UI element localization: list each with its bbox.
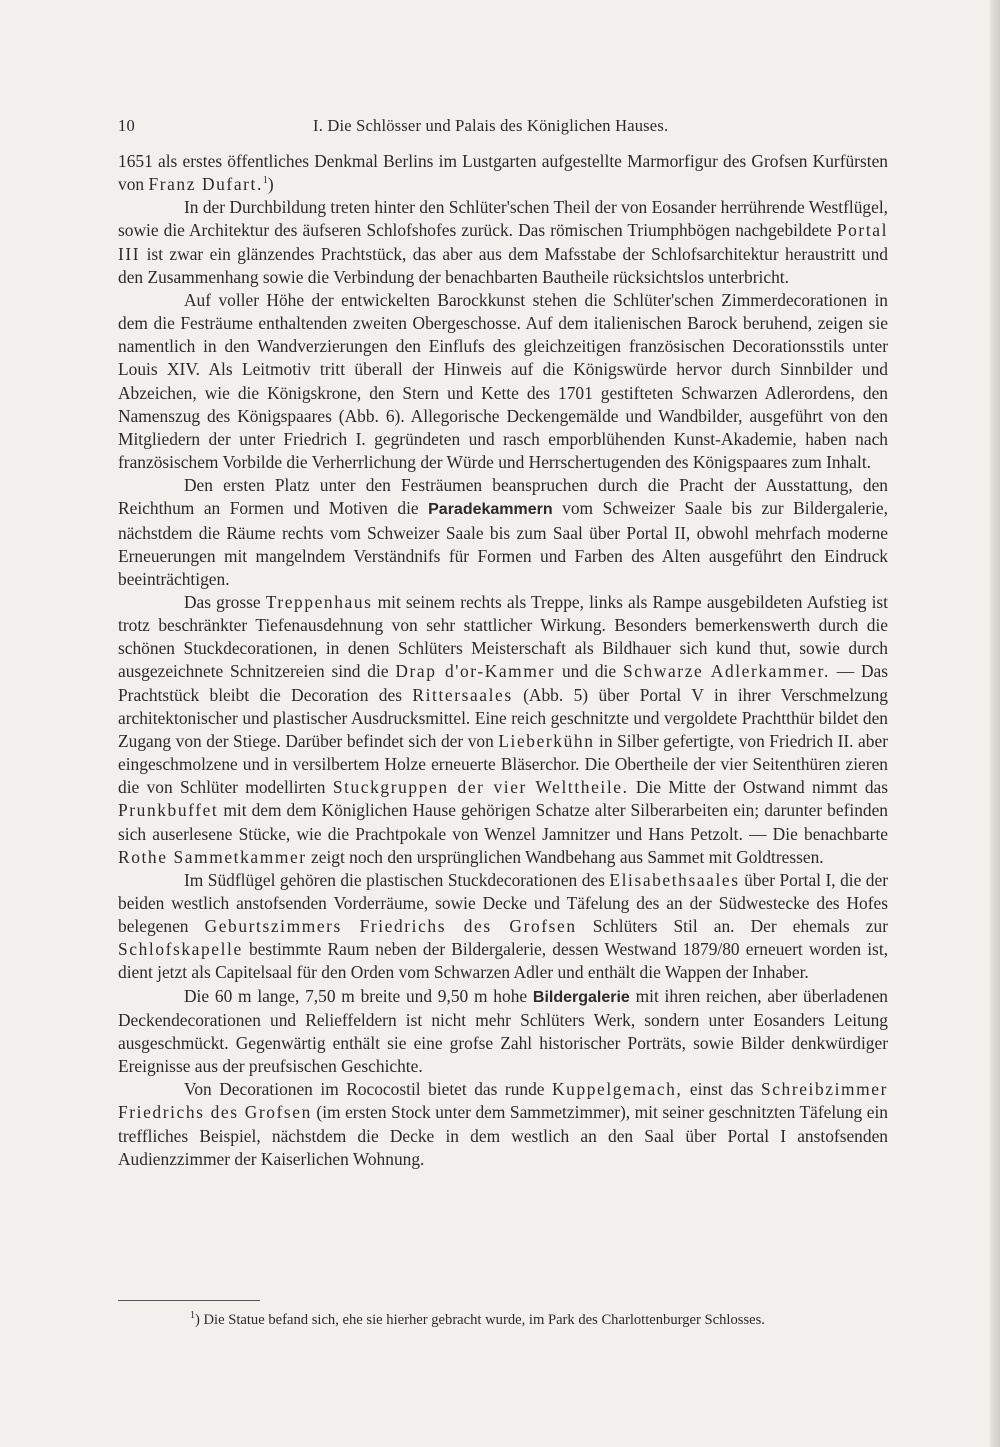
footnote-text: ) Die Statue befand sich, ehe sie hierher gebracht wurde, im Park des Charlottenburger Schlosses. <box>195 1312 765 1328</box>
spaced-term: Prunkbuffet <box>118 800 219 821</box>
spaced-name: Lieberkühn <box>498 730 595 751</box>
paragraph-1: 1651 als erstes öffentliches Denkmal Berlins im Lustgarten aufgestellte Marmorfigur des Grofsen Kurfürsten von Franz Dufart.$^1$) <box>118 151 888 195</box>
spaced-term: Drap d'or-Kammer <box>395 661 556 682</box>
paragraph-2: In der Durchbildung treten hinter den Schlüter'schen Theil der von Eosander herrührende Westflügel, sowie die Architektur des äufseren Schlofshofes zurück. Das römischen Triumphbögen nachgebildete Portal III ist zwar ein glänzendes Prachtstück, das aber aus dem Mafsstabe der Schlofsarchitektur heraustritt und den Zusammenhang sowie die Verbindung der benachbarten Bautheile rücksichtslos unterbricht. <box>118 197 888 287</box>
footnote-marker: 1 <box>190 1310 195 1322</box>
footnote-ref: 1 <box>262 175 268 187</box>
spaced-name: Franz Dufart. <box>148 174 263 195</box>
spaced-term: Portal III <box>118 220 888 264</box>
paragraph-4: Den ersten Platz unter den Festräumen beanspruchen durch die Pracht der Ausstattung, den Reichthum an Formen und Motiven die Paradekammern vom Schweizer Saale bis zur Bildergalerie, nächstdem die Räume rechts vom Schweizer Saale bis zum Saal über Portal II, obwohl mehrfach moderne Erneuerungen mit mangelndem Verständnifs für Formen und Farben des Alten ausgeführt den Eindruck beeinträchtigen. <box>118 475 888 589</box>
page-number: 10 <box>118 116 135 135</box>
bold-term: Paradekammern <box>428 501 553 519</box>
page-edge-shadow <box>990 0 1000 1447</box>
paragraph-5: Das grosse Treppenhaus mit seinem rechts als Treppe, links als Rampe ausgebildeten Aufstieg ist trotz beschränkter Tiefenausdehnung von sehr stattlicher Wirkung. Besonders bemerkenswerth durch die schönen Stuckdecorationen, in denen Schlüters Meisterschaft als Bildhauer sich kund thut, sowie durch ausgezeichnete Schnitzereien sind die Drap d'or-Kammer und die Schwarze Adlerkammer. — Das Prachtstück bleibt die Decoration des Rittersaales (Abb. 5) über Portal V in ihrer Verschmelzung architektonischer und plastischer Ausdrucksmittel. Eine reich geschnitzte und vergoldete Prachtthür bildet den Zugang von der Stiege. Darüber befindet sich der von Lieberkühn in Silber gefertigte, von Friedrich II. aber eingeschmolzene und in versilbertem Holze erneuerte Bläserchor. Die Obertheile der vier Seitenthüren zieren die von Schlüter modellirten Stuckgruppen der vier Welttheile. Die Mitte der Ostwand nimmt das Prunkbuffet mit dem dem Königlichen Hause gehörigen Schatze alter Silberarbeiten ein; darunter befinden sich auserlesene Stücke, wie die Prachtpokale von Wenzel Jamnitzer und Hans Petzolt. — Die benachbarte Rothe Sammetkammer zeigt noch den ursprünglichen Wandbehang aus Sammet mit Goldtressen. <box>118 591 889 867</box>
body-text <box>118 150 888 1171</box>
footnote <box>190 1310 890 1330</box>
spaced-term: Rothe Sammetkammer <box>118 846 307 867</box>
paragraph-7: Die 60 m lange, 7,50 m breite und 9,50 m hohe Bildergalerie mit ihren reichen, aber überladenen Deckendecorationen und Relieffeldern ist nicht mehr Schlüters Werk, sondern unter Eosanders Leitung ausgeschmückt. Gegenwärtig enthält sie eine grofse Zahl historischer Porträts, sowie Bilder denkwürdiger Ereignisse aus der preufsischen Geschichte. <box>118 985 889 1077</box>
bold-term: Bildergalerie <box>532 988 630 1006</box>
spaced-term: Treppenhaus <box>265 591 373 612</box>
spaced-term: Geburtszimmers Friedrichs des Grofsen <box>204 916 577 937</box>
footnote-rule <box>118 1300 260 1301</box>
paragraph-8: Von Decorationen im Rococostil bietet das runde Kuppelgemach, einst das Schreibzimmer Friedrichs des Grofsen (im ersten Stock unter dem Sammetzimmer), mit seiner geschnitzten Täfelung ein treffliches Beispiel, nächstdem die Decke in dem westlich an den Saal über Portal I anstofsenden Audienzzimmer der Kaiserlichen Wohnung. <box>118 1079 888 1169</box>
running-title: I. Die Schlösser und Palais des Königlichen Hauses. <box>313 116 669 135</box>
spaced-term: Rittersaales <box>412 684 513 705</box>
spaced-term: Schlofskapelle <box>118 939 243 960</box>
spaced-term: Schwarze Adlerkammer. <box>622 661 830 682</box>
paragraph-6: Im Südflügel gehören die plastischen Stuckdecorationen des Elisabethsaales über Portal I, die der beiden westlich anstofsenden Vorderräume, sowie Decke und Täfelung des an der Südwestecke des Hofes belegenen Geburtszimmers Friedrichs des Grofsen Schlüters Stil an. Der ehemals zur Schlofskapelle bestimmte Raum neben der Bildergalerie, dessen Westwand 1879/80 erneuert worden ist, dient jetzt als Capitelsaal für den Orden vom Schwarzen Adler und enthält die Wappen der Inhaber. <box>118 869 888 983</box>
spaced-term: Elisabethsaales <box>609 869 740 890</box>
spaced-term: Kuppelgemach, <box>552 1079 683 1100</box>
spaced-term: Stuckgruppen der vier Welttheile. <box>332 777 629 798</box>
paragraph-3: Auf voller Höhe der entwickelten Barockkunst stehen die Schlüter'schen Zimmerdecorationen in dem die Festräume enthaltenden zweiten Obergeschosse. Auf dem italienischen Barock beruhend, zeigen sie namentlich in den Wandverzierungen den Einflufs des gleichzeitigen französischen Decorationsstils unter Louis XIV. Als Leitmotiv tritt überall der Hinweis auf die Königswürde hervor durch Sinnbilder und Abzeichen, wie die Königskrone, den Stern und Kette des 1701 gestifteten Schwarzen Adlerordens, den Namenszug des Königspaares (Abb. 6). Allegorische Deckengemälde und Wandbilder, ausgeführt von den Mitgliedern der unter Friedrich I. gegründeten und rasch emporblühenden Kunst-Akademie, haben nach französischem Vorbilde die Verherrlichung der Würde und Herrschertugenden des Königspaares zum Inhalt. <box>118 289 888 473</box>
spaced-term: Schreibzimmer Friedrichs des Grofsen <box>118 1079 888 1123</box>
